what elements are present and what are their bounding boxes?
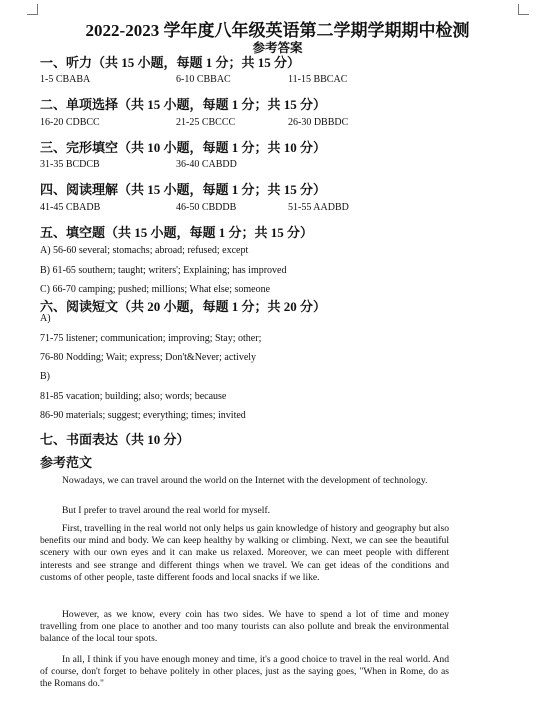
answer-group: 16-20 CDBCC — [40, 117, 100, 128]
answer-line: C) 66-70 camping; pushed; millions; What else; someone — [40, 284, 271, 295]
sample-essay-heading: 参考范文 — [40, 455, 93, 470]
answer-group: 31-35 BCDCB — [40, 159, 100, 170]
answer-group: 46-50 CBDDB — [176, 202, 237, 213]
essay-paragraph: First, travelling in the real world not only helps us gain knowledge of history and geography but also benefits our mind and body. We can keep healthy by walking or climbing. Next, we can see the beautiful scenery with our own eyes and it can make us relaxed. Moreover, we can meet people with different interests and see strange and different things when we travel. We can get ideas of the conditions and customs of other people, taste different foods and local snacks if we like. — [40, 523, 449, 583]
margin-corner-mark-right — [518, 4, 529, 15]
essay-paragraph: Nowadays, we can travel around the world on the Internet with the development of technology. — [62, 475, 428, 486]
answer-group: 36-40 CABDD — [176, 159, 237, 170]
answer-line: 81-85 vacation; building; also; words; because — [40, 391, 227, 402]
answer-line: 76-80 Nodding; Wait; express; Don't&Never; actively — [40, 352, 257, 363]
answer-group: 6-10 CBBAC — [176, 74, 231, 85]
section-heading-cloze: 三、完形填空（共 10 小题，每题 1 分；共 10 分） — [40, 140, 327, 155]
section-heading-fill-blanks: 五、填空题（共 15 小题，每题 1 分；共 15 分） — [40, 225, 314, 240]
answer-group: 26-30 DBBDC — [288, 117, 349, 128]
section-heading-short-passage: 六、阅读短文（共 20 小题，每题 1 分；共 20 分） — [40, 299, 327, 314]
answer-line: 71-75 listener; communication; improving; Stay; other; — [40, 333, 262, 344]
answer-line: A) 56-60 several; stomachs; abroad; refused; except — [40, 245, 249, 256]
margin-corner-mark-left — [27, 4, 38, 15]
section-heading-writing: 七、书面表达（共 10 分） — [40, 432, 190, 447]
section-heading-listening: 一、听力（共 15 小题，每题 1 分；共 15 分） — [40, 55, 301, 70]
section-heading-single-choice: 二、单项选择（共 15 小题，每题 1 分；共 15 分） — [40, 97, 327, 112]
section-heading-reading: 四、阅读理解（共 15 小题，每题 1 分；共 15 分） — [40, 182, 327, 197]
page-subtitle: 参考答案 — [252, 41, 303, 55]
answer-group: 21-25 CBCCC — [176, 117, 236, 128]
page-title: 2022-2023 学年度八年级英语第二学期学期期中检测 — [85, 21, 470, 40]
essay-paragraph: But I prefer to travel around the real world for myself. — [62, 505, 271, 516]
answer-line: B) — [40, 371, 50, 382]
essay-paragraph: In all, I think if you have enough money and time, it's a good choice to travel in the real world. And of course, don't forget to behave politely in other places, just as the saying goes, "When in Rome, do as the Romans do." — [40, 654, 449, 690]
answer-line: B) 61-65 southern; taught; writers'; Explaining; has improved — [40, 265, 287, 276]
answer-line: 86-90 materials; suggest; everything; times; invited — [40, 410, 246, 421]
answer-line: A) — [40, 313, 51, 324]
essay-paragraph: However, as we know, every coin has two sides. We have to spend a lot of time and money travelling from one place to another and too many tourists can also pollute and break the environmental balance of the local tour spots. — [40, 609, 449, 645]
answer-group: 51-55 AADBD — [288, 202, 349, 213]
answer-group: 11-15 BBCAC — [288, 74, 348, 85]
answer-group: 41-45 CBADB — [40, 202, 101, 213]
answer-group: 1-5 CBABA — [40, 74, 91, 85]
